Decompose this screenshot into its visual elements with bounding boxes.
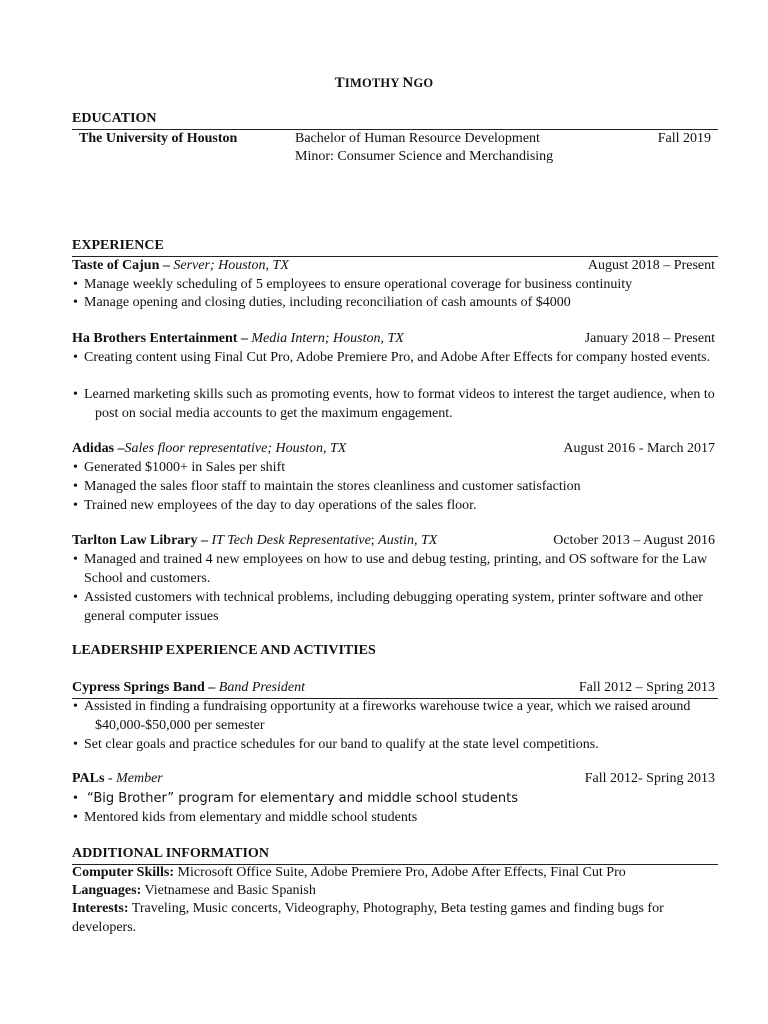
activity-title-line: PALs - Member [72,771,163,786]
job-bullet: • Learned marketing skills such as promoting events, how to format videos to interest the target audience, when to post on social media accounts to get the maximum engagement. [73,387,715,421]
activity-bullet: • “Big Brother” program for elementary and middle school students [73,791,519,806]
education-minor: Minor: Consumer Science and Merchandising [295,149,554,164]
job-date: August 2016 - March 2017 [563,441,715,456]
activity-bullet: • Mentored kids from elementary and middle school students [73,810,418,825]
job-bullet: • Generated $1000+ in Sales per shift [73,460,286,475]
job-title-line: Ha Brothers Entertainment – Media Intern; Houston, TX [72,331,404,346]
job-title-line: Adidas –Sales floor representative; Houston, TX [72,441,347,456]
job-bullet: • Manage weekly scheduling of 5 employees to ensure operational coverage for business continuity [73,277,633,292]
job-title-line: Tarlton Law Library – IT Tech Desk Representative; Austin, TX [72,533,438,548]
job-date: August 2018 – Present [587,258,715,273]
education-degree: Bachelor of Human Resource Development [295,131,540,146]
activity-date: Fall 2012 – Spring 2013 [578,680,715,695]
job-bullet: • Creating content using Final Cut Pro, Adobe Premiere Pro, and Adobe After Effects for company hosted events. [73,350,711,365]
experience-heading: EXPERIENCE [72,238,164,253]
interests-line: Interests: Traveling, Music concerts, Videography, Photography, Beta testing games and finding bugs for developers. [72,901,664,935]
activity-title-line: Cypress Springs Band – Band President [72,680,305,695]
job-bullet: • Managed the sales floor staff to maintain the stores cleanliness and customer satisfaction [73,479,581,494]
education-school: The University of Houston [79,131,238,146]
job-bullet: • Manage opening and closing duties, including reconciliation of cash amounts of $4000 [73,295,571,310]
languages-line: Languages: Vietnamese and Basic Spanish [72,883,316,898]
computer-skills-line: Computer Skills: Microsoft Office Suite, Adobe Premiere Pro, Adobe After Effects, Final Cut Pro [72,865,626,880]
job-title-line: Taste of Cajun – Server; Houston, TX [72,258,289,273]
activity-bullet: • Assisted in finding a fundraising opportunity at a fireworks warehouse twice a year, which we raised around $40,000-$50,000 per semester [73,699,691,733]
job-bullet: • Trained new employees of the day to day operations of the sales floor. [73,498,477,513]
job-bullet: • Managed and trained 4 new employees on how to use and debug testing, printing, and OS software for the Law School and customers. [73,552,708,586]
activity-bullet: • Set clear goals and practice schedules for our band to qualify at the state level competitions. [73,737,599,752]
education-heading: EDUCATION [72,111,157,126]
job-date: January 2018 – Present [584,331,715,346]
resume-name: TIMOTHY NGO [334,75,434,91]
additional-heading: ADDITIONAL INFORMATION [72,846,269,861]
job-date: October 2013 – August 2016 [553,533,715,548]
education-date: Fall 2019 [657,131,711,146]
activity-date: Fall 2012- Spring 2013 [584,771,715,786]
job-bullet: • Assisted customers with technical problems, including debugging operating system, printer software and other general computer issues [73,590,703,624]
leadership-heading: LEADERSHIP EXPERIENCE AND ACTIVITIES [72,643,376,658]
